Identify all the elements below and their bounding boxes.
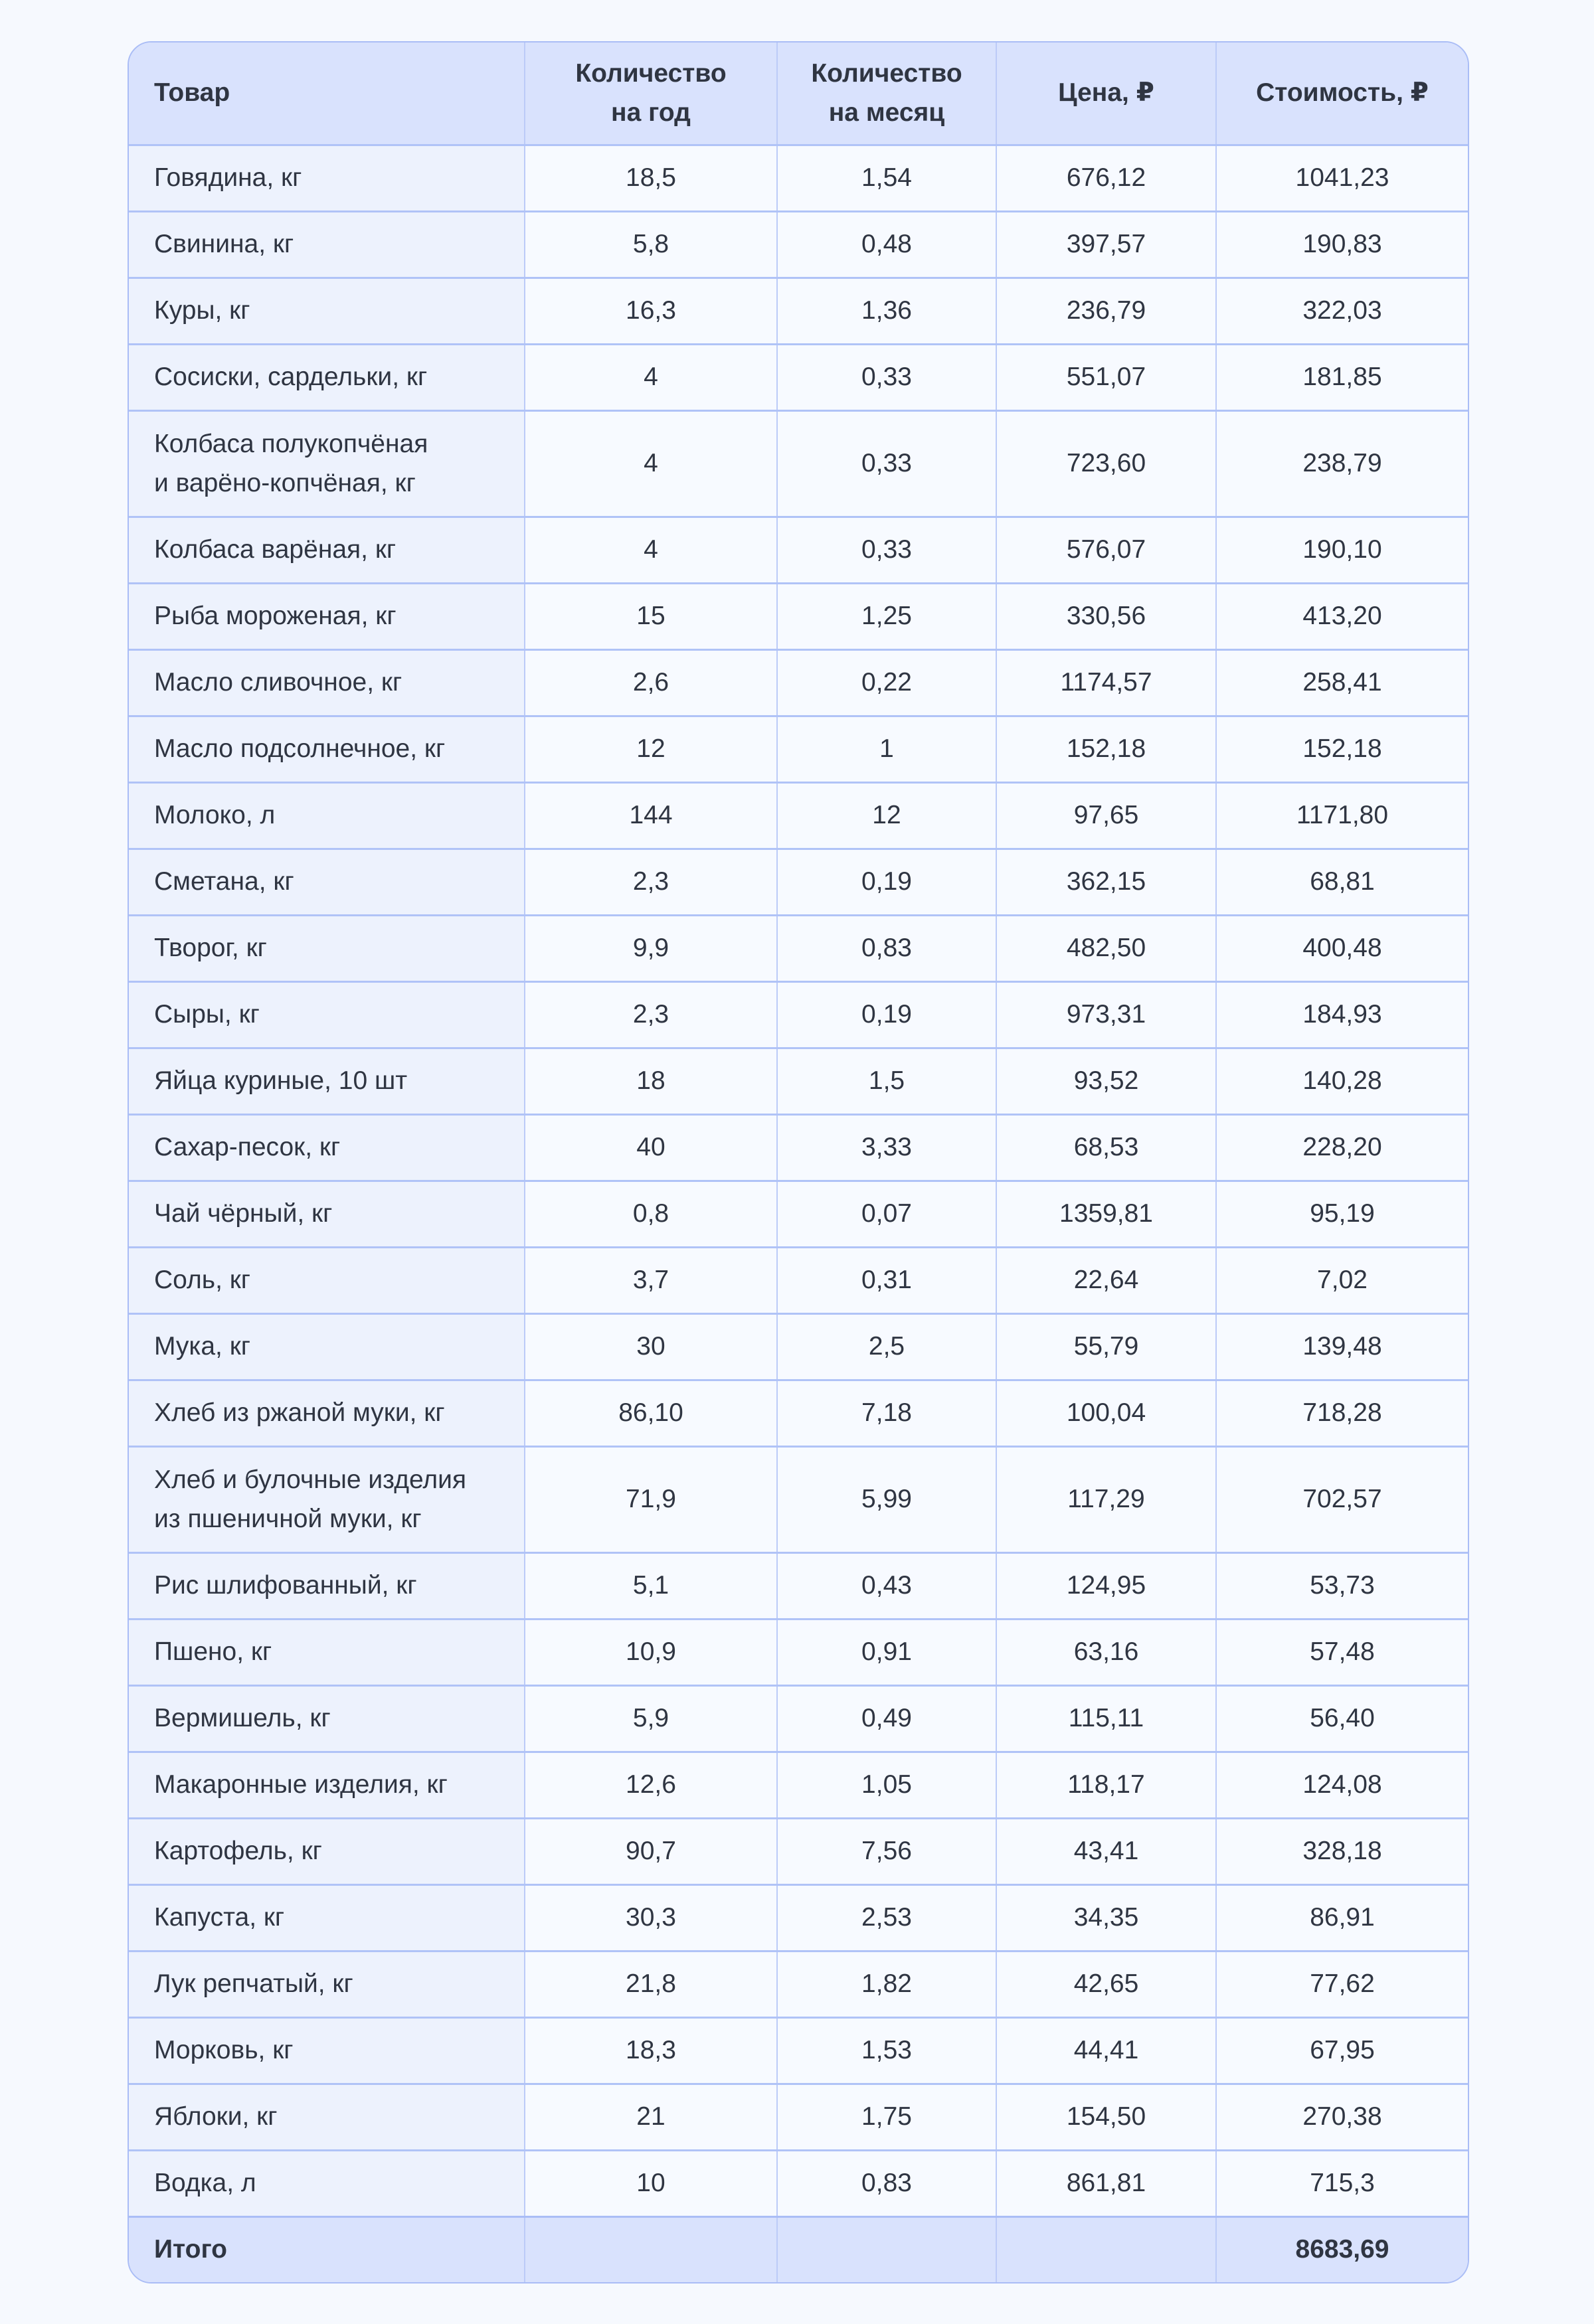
cell-cost: 328,18 xyxy=(1216,1819,1468,1885)
cell-product: Лук репчатый, кг xyxy=(129,1951,525,2018)
table-row xyxy=(129,1380,1468,1447)
table-row xyxy=(129,1686,1468,1752)
table-row xyxy=(129,411,1468,517)
cell-qty-month: 2,5 xyxy=(777,1314,996,1380)
total-row xyxy=(129,2217,1468,2283)
cell-product: Морковь, кг xyxy=(129,2018,525,2084)
total-empty-cell xyxy=(777,2217,996,2283)
table-row xyxy=(129,145,1468,212)
cell-price: 362,15 xyxy=(996,849,1216,916)
cell-qty-year: 12 xyxy=(525,716,777,783)
cell-product: Пшено, кг xyxy=(129,1619,525,1686)
cell-price: 397,57 xyxy=(996,212,1216,278)
cell-cost: 238,79 xyxy=(1216,411,1468,517)
cell-qty-month: 0,33 xyxy=(777,345,996,411)
cell-price: 100,04 xyxy=(996,1380,1216,1447)
table-row xyxy=(129,517,1468,584)
cell-cost: 1171,80 xyxy=(1216,783,1468,849)
column-header-price xyxy=(996,42,1216,145)
cell-cost: 413,20 xyxy=(1216,584,1468,650)
cell-qty-month: 1,75 xyxy=(777,2084,996,2151)
cell-product: Макаронные изделия, кг xyxy=(129,1752,525,1819)
cell-qty-month: 0,43 xyxy=(777,1553,996,1619)
cell-qty-year: 5,1 xyxy=(525,1553,777,1619)
cell-cost: 322,03 xyxy=(1216,278,1468,345)
cell-cost: 53,73 xyxy=(1216,1553,1468,1619)
cell-cost: 139,48 xyxy=(1216,1314,1468,1380)
column-header-line: на месяц xyxy=(828,98,945,127)
cell-qty-year: 18,5 xyxy=(525,145,777,212)
table-row xyxy=(129,278,1468,345)
cell-qty-month: 0,19 xyxy=(777,849,996,916)
cell-product: Колбаса полукопчёная и варёно-копчёная, кг xyxy=(129,411,525,517)
cell-price: 154,50 xyxy=(996,2084,1216,2151)
cell-qty-year: 30 xyxy=(525,1314,777,1380)
cell-qty-year: 18 xyxy=(525,1048,777,1115)
cell-product: Водка, л xyxy=(129,2151,525,2217)
column-header-product xyxy=(129,42,525,145)
table-row xyxy=(129,345,1468,411)
cell-cost: 124,08 xyxy=(1216,1752,1468,1819)
cell-qty-year: 0,8 xyxy=(525,1181,777,1248)
cell-cost: 95,19 xyxy=(1216,1181,1468,1248)
column-header-line: Цена, ₽ xyxy=(1058,78,1154,108)
cell-cost: 228,20 xyxy=(1216,1115,1468,1181)
table-row xyxy=(129,584,1468,650)
cell-price: 93,52 xyxy=(996,1048,1216,1115)
cell-product: Мука, кг xyxy=(129,1314,525,1380)
cell-product: Сметана, кг xyxy=(129,849,525,916)
cell-qty-year: 30,3 xyxy=(525,1885,777,1951)
cell-cost: 77,62 xyxy=(1216,1951,1468,2018)
cell-price: 118,17 xyxy=(996,1752,1216,1819)
cell-product: Яйца куриные, 10 шт xyxy=(129,1048,525,1115)
table-row xyxy=(129,2084,1468,2151)
cell-qty-month: 0,31 xyxy=(777,1248,996,1314)
cell-price: 482,50 xyxy=(996,916,1216,982)
table-row xyxy=(129,2018,1468,2084)
table-row xyxy=(129,716,1468,783)
column-header-qty-month xyxy=(777,42,996,145)
cell-qty-year: 21 xyxy=(525,2084,777,2151)
cell-qty-month: 0,22 xyxy=(777,650,996,716)
table-row xyxy=(129,1553,1468,1619)
table-row xyxy=(129,982,1468,1048)
cell-qty-month: 0,33 xyxy=(777,411,996,517)
cell-qty-year: 12,6 xyxy=(525,1752,777,1819)
cell-qty-month: 5,99 xyxy=(777,1447,996,1553)
cell-product: Творог, кг xyxy=(129,916,525,982)
cell-qty-month: 7,18 xyxy=(777,1380,996,1447)
column-header-line: Количество xyxy=(811,59,962,88)
cell-product: Рис шлифованный, кг xyxy=(129,1553,525,1619)
cell-price: 44,41 xyxy=(996,2018,1216,2084)
cell-price: 723,60 xyxy=(996,411,1216,517)
cell-qty-year: 2,3 xyxy=(525,849,777,916)
cell-price: 63,16 xyxy=(996,1619,1216,1686)
total-empty-cell xyxy=(525,2217,777,2283)
cell-cost: 702,57 xyxy=(1216,1447,1468,1553)
cell-price: 117,29 xyxy=(996,1447,1216,1553)
cell-product: Яблоки, кг xyxy=(129,2084,525,2151)
cell-cost: 1041,23 xyxy=(1216,145,1468,212)
cell-product: Сыры, кг xyxy=(129,982,525,1048)
cell-qty-month: 1,5 xyxy=(777,1048,996,1115)
cell-qty-month: 12 xyxy=(777,783,996,849)
table-row xyxy=(129,1885,1468,1951)
cell-product: Сосиски, сардельки, кг xyxy=(129,345,525,411)
cell-price: 551,07 xyxy=(996,345,1216,411)
column-header-line: на год xyxy=(611,98,691,127)
total-label: Итого xyxy=(129,2217,525,2283)
table-row xyxy=(129,1115,1468,1181)
cell-price: 330,56 xyxy=(996,584,1216,650)
total-value: 8683,69 xyxy=(1216,2217,1468,2283)
cell-price: 1359,81 xyxy=(996,1181,1216,1248)
cell-qty-month: 7,56 xyxy=(777,1819,996,1885)
cell-price: 115,11 xyxy=(996,1686,1216,1752)
cell-cost: 152,18 xyxy=(1216,716,1468,783)
cell-qty-year: 2,6 xyxy=(525,650,777,716)
cell-qty-month: 0,48 xyxy=(777,212,996,278)
cell-product: Сахар-песок, кг xyxy=(129,1115,525,1181)
cell-product: Капуста, кг xyxy=(129,1885,525,1951)
cell-qty-month: 0,83 xyxy=(777,916,996,982)
cell-cost: 140,28 xyxy=(1216,1048,1468,1115)
cell-qty-year: 4 xyxy=(525,517,777,584)
cell-product: Картофель, кг xyxy=(129,1819,525,1885)
cell-cost: 57,48 xyxy=(1216,1619,1468,1686)
column-header-cost xyxy=(1216,42,1468,145)
cell-cost: 270,38 xyxy=(1216,2084,1468,2151)
cell-product: Вермишель, кг xyxy=(129,1686,525,1752)
table-row xyxy=(129,1048,1468,1115)
table-row xyxy=(129,1819,1468,1885)
cell-price: 236,79 xyxy=(996,278,1216,345)
cell-cost: 7,02 xyxy=(1216,1248,1468,1314)
cell-qty-month: 1,36 xyxy=(777,278,996,345)
cell-qty-year: 10 xyxy=(525,2151,777,2217)
cell-product: Колбаса варёная, кг xyxy=(129,517,525,584)
total-empty-cell xyxy=(996,2217,1216,2283)
cell-product: Говядина, кг xyxy=(129,145,525,212)
cell-qty-year: 4 xyxy=(525,411,777,517)
cell-qty-year: 10,9 xyxy=(525,1619,777,1686)
cell-qty-month: 1,05 xyxy=(777,1752,996,1819)
cell-qty-year: 5,8 xyxy=(525,212,777,278)
cell-price: 42,65 xyxy=(996,1951,1216,2018)
cell-price: 1174,57 xyxy=(996,650,1216,716)
cell-product: Масло сливочное, кг xyxy=(129,650,525,716)
cell-price: 22,64 xyxy=(996,1248,1216,1314)
cell-qty-month: 3,33 xyxy=(777,1115,996,1181)
cell-price: 152,18 xyxy=(996,716,1216,783)
cell-cost: 184,93 xyxy=(1216,982,1468,1048)
cell-price: 55,79 xyxy=(996,1314,1216,1380)
column-header-qty-year xyxy=(525,42,777,145)
cell-qty-year: 90,7 xyxy=(525,1819,777,1885)
cell-cost: 86,91 xyxy=(1216,1885,1468,1951)
cell-qty-month: 1,25 xyxy=(777,584,996,650)
cell-cost: 67,95 xyxy=(1216,2018,1468,2084)
cell-price: 124,95 xyxy=(996,1553,1216,1619)
cell-price: 576,07 xyxy=(996,517,1216,584)
table-header-row xyxy=(129,42,1468,145)
table-row xyxy=(129,2151,1468,2217)
cell-price: 973,31 xyxy=(996,982,1216,1048)
cell-qty-month: 1,54 xyxy=(777,145,996,212)
table-row xyxy=(129,783,1468,849)
cell-product: Соль, кг xyxy=(129,1248,525,1314)
cell-qty-year: 40 xyxy=(525,1115,777,1181)
column-header-line: Товар xyxy=(154,78,230,108)
cell-qty-year: 16,3 xyxy=(525,278,777,345)
table-row xyxy=(129,1619,1468,1686)
cell-price: 43,41 xyxy=(996,1819,1216,1885)
table-row xyxy=(129,1248,1468,1314)
cell-cost: 400,48 xyxy=(1216,916,1468,982)
grocery-basket-table xyxy=(128,41,1469,2283)
table-row xyxy=(129,1447,1468,1553)
table-row xyxy=(129,1951,1468,2018)
cell-product: Куры, кг xyxy=(129,278,525,345)
cell-product: Чай чёрный, кг xyxy=(129,1181,525,1248)
cell-qty-year: 2,3 xyxy=(525,982,777,1048)
cell-qty-month: 1 xyxy=(777,716,996,783)
table-row xyxy=(129,1314,1468,1380)
table-row xyxy=(129,916,1468,982)
cell-cost: 190,10 xyxy=(1216,517,1468,584)
column-header-line: Количество xyxy=(575,59,727,88)
cell-cost: 68,81 xyxy=(1216,849,1468,916)
table-row xyxy=(129,849,1468,916)
cell-cost: 56,40 xyxy=(1216,1686,1468,1752)
cell-qty-month: 2,53 xyxy=(777,1885,996,1951)
cell-cost: 190,83 xyxy=(1216,212,1468,278)
cell-qty-month: 0,07 xyxy=(777,1181,996,1248)
cell-product: Хлеб и булочные изделия из пшеничной муки, кг xyxy=(129,1447,525,1553)
cell-product: Хлеб из ржаной муки, кг xyxy=(129,1380,525,1447)
cell-price: 97,65 xyxy=(996,783,1216,849)
cell-price: 68,53 xyxy=(996,1115,1216,1181)
cell-qty-month: 0,19 xyxy=(777,982,996,1048)
cell-qty-year: 9,9 xyxy=(525,916,777,982)
cell-qty-year: 71,9 xyxy=(525,1447,777,1553)
cell-qty-year: 86,10 xyxy=(525,1380,777,1447)
cell-product: Молоко, л xyxy=(129,783,525,849)
cell-qty-month: 1,53 xyxy=(777,2018,996,2084)
cell-qty-year: 3,7 xyxy=(525,1248,777,1314)
cell-product: Масло подсолнечное, кг xyxy=(129,716,525,783)
cell-price: 861,81 xyxy=(996,2151,1216,2217)
cell-qty-year: 4 xyxy=(525,345,777,411)
cell-qty-year: 18,3 xyxy=(525,2018,777,2084)
cell-qty-year: 21,8 xyxy=(525,1951,777,2018)
cell-qty-month: 0,49 xyxy=(777,1686,996,1752)
cell-qty-year: 5,9 xyxy=(525,1686,777,1752)
cell-cost: 718,28 xyxy=(1216,1380,1468,1447)
table-row xyxy=(129,1181,1468,1248)
cell-qty-year: 144 xyxy=(525,783,777,849)
table-row xyxy=(129,650,1468,716)
table-row xyxy=(129,212,1468,278)
cell-cost: 715,3 xyxy=(1216,2151,1468,2217)
cell-product: Свинина, кг xyxy=(129,212,525,278)
cell-qty-month: 0,33 xyxy=(777,517,996,584)
cell-qty-year: 15 xyxy=(525,584,777,650)
cell-price: 676,12 xyxy=(996,145,1216,212)
cell-qty-month: 0,83 xyxy=(777,2151,996,2217)
cell-cost: 181,85 xyxy=(1216,345,1468,411)
column-header-line: Стоимость, ₽ xyxy=(1256,78,1429,108)
cell-qty-month: 1,82 xyxy=(777,1951,996,2018)
cell-product: Рыба мороженая, кг xyxy=(129,584,525,650)
table-row xyxy=(129,1752,1468,1819)
cell-qty-month: 0,91 xyxy=(777,1619,996,1686)
cell-cost: 258,41 xyxy=(1216,650,1468,716)
cell-price: 34,35 xyxy=(996,1885,1216,1951)
